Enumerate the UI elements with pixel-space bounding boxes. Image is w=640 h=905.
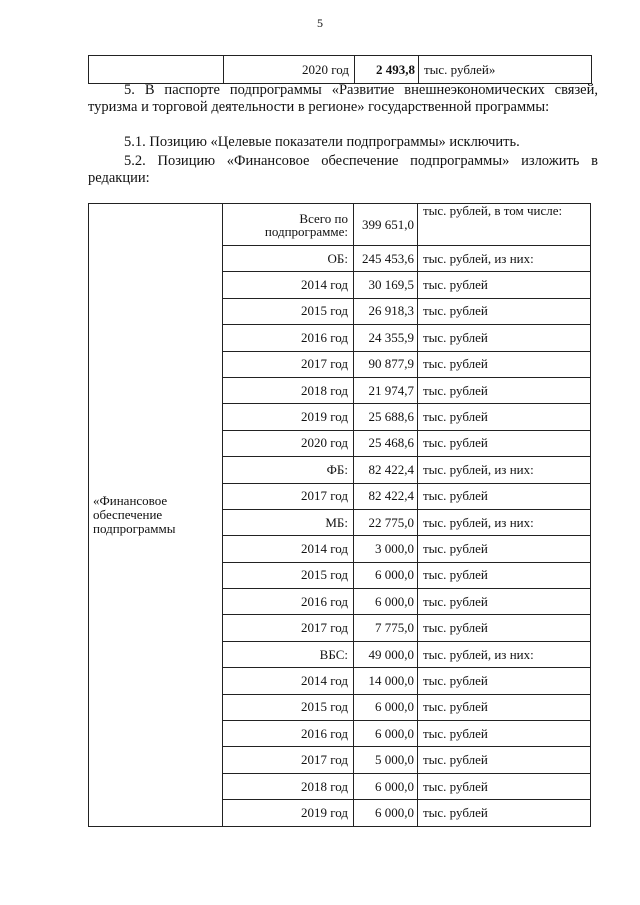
value-cell: 30 169,5 — [354, 272, 418, 298]
year-cell: 2015 год — [223, 298, 354, 324]
unit-cell: тыс. рублей — [418, 536, 591, 562]
year-cell: 2014 год — [223, 272, 354, 298]
unit-cell: тыс. рублей, в том числе: — [418, 204, 591, 246]
unit-cell: тыс. рублей — [418, 298, 591, 324]
unit-cell: тыс. рублей — [418, 800, 591, 826]
value-cell: 6 000,0 — [354, 773, 418, 799]
year-cell: Всего по подпрограмме: — [223, 204, 354, 246]
unit-cell: тыс. рублей — [418, 404, 591, 430]
unit-cell: тыс. рублей — [418, 589, 591, 615]
year-cell: ФБ: — [223, 457, 354, 483]
unit-cell: тыс. рублей — [418, 668, 591, 694]
unit-cell: тыс. рублей — [418, 483, 591, 509]
year-cell: 2014 год — [223, 668, 354, 694]
year-cell: 2018 год — [223, 773, 354, 799]
value-cell: 2 493,8 — [355, 56, 419, 84]
unit-cell: тыс. рублей — [418, 562, 591, 588]
year-cell: 2017 год — [223, 351, 354, 377]
year-cell: 2019 год — [223, 800, 354, 826]
unit-cell: тыс. рублей, из них: — [418, 641, 591, 667]
unit-cell: тыс. рублей, из них: — [418, 457, 591, 483]
paragraph-5-1: 5.1. Позицию «Целевые показатели подпрограммы» исключить. — [124, 134, 520, 150]
table-row — [89, 204, 591, 246]
year-cell: 2020 год — [224, 56, 355, 84]
unit-cell: тыс. рублей — [418, 773, 591, 799]
paragraph-5: 5. В паспорте подпрограммы «Развитие внешнеэкономических связей, туризма и торговой деятельности в регионе» государственной программы: — [88, 82, 598, 115]
value-cell: 399 651,0 — [354, 204, 418, 246]
value-cell: 49 000,0 — [354, 641, 418, 667]
value-cell: 90 877,9 — [354, 351, 418, 377]
unit-cell: тыс. рублей — [418, 272, 591, 298]
value-cell: 21 974,7 — [354, 377, 418, 403]
year-cell: 2014 год — [223, 536, 354, 562]
paragraph-5-2: 5.2. Позицию «Финансовое обеспечение подпрограммы» изложить в редакции: — [88, 153, 598, 186]
year-cell: 2017 год — [223, 483, 354, 509]
year-cell: 2018 год — [223, 377, 354, 403]
unit-cell: тыс. рублей» — [419, 56, 592, 84]
year-cell: 2017 год — [223, 747, 354, 773]
value-cell: 82 422,4 — [354, 483, 418, 509]
year-cell: 2019 год — [223, 404, 354, 430]
unit-cell: тыс. рублей — [418, 351, 591, 377]
unit-cell: тыс. рублей — [418, 694, 591, 720]
year-cell: ВБС: — [223, 641, 354, 667]
unit-cell: тыс. рублей, из них: — [418, 246, 591, 272]
year-cell: 2016 год — [223, 721, 354, 747]
year-cell: ОБ: — [223, 246, 354, 272]
finance-table — [88, 203, 591, 827]
value-cell: 5 000,0 — [354, 747, 418, 773]
value-cell: 24 355,9 — [354, 325, 418, 351]
unit-cell: тыс. рублей — [418, 615, 591, 641]
value-cell: 25 688,6 — [354, 404, 418, 430]
table-row — [89, 56, 592, 84]
value-cell: 14 000,0 — [354, 668, 418, 694]
unit-cell: тыс. рублей — [418, 721, 591, 747]
unit-cell: тыс. рублей — [418, 377, 591, 403]
value-cell: 22 775,0 — [354, 509, 418, 535]
year-cell: 2016 год — [223, 589, 354, 615]
year-cell: 2020 год — [223, 430, 354, 456]
unit-cell: тыс. рублей — [418, 430, 591, 456]
value-cell: 82 422,4 — [354, 457, 418, 483]
unit-cell: тыс. рублей, из них: — [418, 509, 591, 535]
unit-cell: тыс. рублей — [418, 325, 591, 351]
finance-table-body — [89, 204, 591, 827]
value-cell: 6 000,0 — [354, 562, 418, 588]
year-cell: 2016 год — [223, 325, 354, 351]
empty-label-cell — [89, 56, 224, 84]
page-number: 5 — [317, 16, 323, 30]
year-cell: 2015 год — [223, 694, 354, 720]
finance-label-cell: «Финансовое обеспечение подпрограммы — [89, 204, 223, 827]
value-cell: 245 453,6 — [354, 246, 418, 272]
value-cell: 7 775,0 — [354, 615, 418, 641]
value-cell: 6 000,0 — [354, 800, 418, 826]
value-cell: 3 000,0 — [354, 536, 418, 562]
top-table-fragment — [88, 55, 592, 84]
value-cell: 6 000,0 — [354, 721, 418, 747]
year-cell: 2015 год — [223, 562, 354, 588]
unit-cell: тыс. рублей — [418, 747, 591, 773]
year-cell: 2017 год — [223, 615, 354, 641]
value-cell: 25 468,6 — [354, 430, 418, 456]
year-cell: МБ: — [223, 509, 354, 535]
value-cell: 26 918,3 — [354, 298, 418, 324]
value-cell: 6 000,0 — [354, 589, 418, 615]
value-cell: 6 000,0 — [354, 694, 418, 720]
